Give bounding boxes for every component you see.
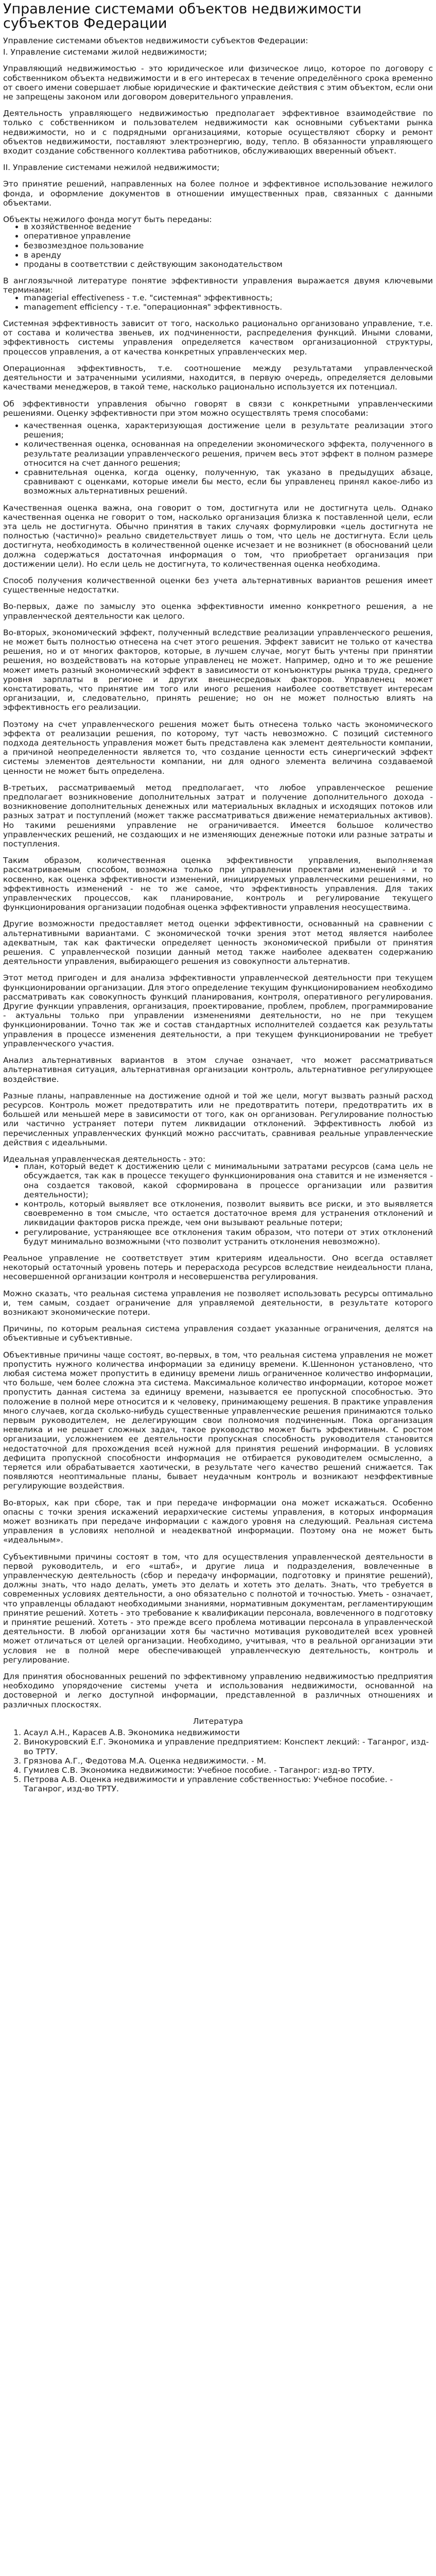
paragraph: Этот метод пригоден и для анализа эффективности управленческой деятельности при текущем функционировании организации. Для этого определение текущим функционированием необходимо рассматривать как совокупность функций планирования, контроля, оперативного регулирования. Другие функции управления, организация, проектирование, проблем, проблем, программирование - актуальны только при управлении изменениями деятельности, но не при текущем функционировании. Точно так же и состав стандартных исполнителей создается как результаты управления в процессе изменения деятельности, а при текущем функционировании не требует управленческого участия. <box>3 973 433 1048</box>
references-title: Литература <box>193 1716 243 1726</box>
paragraph: Можно сказать, что реальная система управления не позволяет использовать ресурсы оптимально и, тем самым, создает ограничение для управляемой деятельности, в результате которого возникают экономические потери. <box>3 1289 433 1317</box>
references-list <box>3 1728 433 1793</box>
list-item: • качественная оценка, характеризующая достижение цели в результате реализации этого решения; <box>24 421 433 439</box>
list-item: • количественная оценка, основанная на определении экономического эффекта, полученного в результате реализации управленческого решения, причем весь этот эффект в полном размере относится на счет данного решения; <box>24 439 433 468</box>
list-item: • регулирование, устраняющее все отклонения таким образом, что потери от этих отклонений будут минимально возможными (что позволит устранить отклонения невозможно). <box>24 1228 433 1246</box>
paragraph: Субъективными причины состоят в том, что для осуществления управленческой деятельности в первой руководитель, и его «штаб», и другие лица и подразделения, вовлеченные в управленческую деятельность (сбор и передачу информации, подготовку и принятие решений), должны знать, что надо делать, уметь это делать и хотеть это делать. Знать, что требуется в современных условиях деятельности, а оно обязательно с полнотой и точностью. Уметь - означает, что управленцы обладают необходимыми знаниями, нормативным документам, регламентирующим принятие решений. Хотеть - это требование к квалификации персонала, вовлеченного в подготовку и принятие решений. Хотеть - это прежде всего проблема мотивации персонала в управленческой деятельности. В любой организации хотя бы частично мотивация руководителей всех уровней может отличаться от целей организации. Необходимо, учитывая, что в реальной организации эти условия не в полной мере обеспечивающей управленческую деятельность, контроль и регулирование. <box>3 1552 433 1665</box>
document-body <box>3 36 433 1709</box>
paragraph: II. Управление системами нежилой недвижимости; <box>3 163 220 173</box>
bullet-list <box>3 421 433 496</box>
paragraph: Способ получения количественной оценки без учета альтернативных вариантов решения имеет существенные недостатки. <box>3 575 433 595</box>
reference-item: 5. Петрова А.В. Оценка недвижимости и управление собственностью: Учебное пособие. - Таганрог, изд-во ТРТУ. <box>24 1775 433 1793</box>
paragraph: Идеальная управленческая деятельность - это: <box>3 1154 206 1164</box>
document-page <box>0 2 436 1806</box>
paragraph: Управление системами объектов недвижимости субъектов Федерации: <box>3 36 308 45</box>
paragraph: Анализ альтернативных вариантов в этом случае означает, что может рассматриваться альтернативная ситуация, альтернативная организации контроль, альтернативное регулирующее воздействие. <box>3 1056 433 1084</box>
paragraph: I. Управление системами жилой недвижимости; <box>3 47 207 57</box>
reference-item: 4. Гумилев С.В. Экономика недвижимости: Учебное пособие. - Таганрог: изд-во ТРТУ. <box>24 1766 433 1775</box>
list-item: • managerial effectiveness - т.е. "системная" эффективность; <box>24 293 433 302</box>
list-item: • проданы в соответствии с действующим законодательством <box>24 260 433 269</box>
paragraph: Управляющий недвижимостью - это юридическое или физическое лицо, которое по договору с собственником объекта недвижимости и в его интересах в течение определённого срока временно от своего имени совершает любые юридические и фактические действия с этим объектом, если они не запрещены законом или договором доверительного управления. <box>3 64 433 102</box>
paragraph: Причины, по которым реальная система управления создает указанные ограничения, делятся на объективные и субъективные. <box>3 1324 433 1343</box>
paragraph: Во-вторых, как при сборе, так и при передаче информации она может искажаться. Особенно опасны с точки зрения искажений иерархические системы управления, в которых информация может возникать при передаче информации с каждого уровня на следующий. Реальная система управления в условиях неполной и неадекватной информации. Поэтому она не может быть «идеальным». <box>3 1498 433 1545</box>
paragraph: Другие возможности предоставляет метод оценки эффективности, основанный на сравнении с альтернативными вариантами. С экономической точки зрения этот метод является наиболее адекватным, так как фактически определяет ценность экономической прибыли от принятия решения. С управленческой позиции данный метод также наиболее адекватен содержанию деятельности управления, выбирающего решения из совокупности альтернатив. <box>3 919 433 967</box>
paragraph: Системная эффективность зависит от того, насколько рационально организовано управление, т.е. от состава и количества звеньев, их подчиненности, распределения функций. Иными словами, эффективность системы управления определяется качеством организационной структуры, процессов управления, а от качества конкретных управленческих мер. <box>3 319 433 357</box>
bullet-list <box>3 222 433 269</box>
paragraph: Деятельность управляющего недвижимостью предполагает эффективное взаимодействие по только с собственником и пользователем недвижимости как основными субъектами рынка недвижимости, но и с подрядными организациями, которые осуществляют сборку и ремонт объектов недвижимости, поставляют электроэнергию, воду, тепло. В обязанности управляющего входит создание собственного коллектива работников, обслуживающих вверенный объект. <box>3 109 433 156</box>
paragraph: Таким образом, количественная оценка эффективности управления, выполняемая рассматриваемым способом, возможна только при управлении проектами изменений - и то косвенно, как оценка эффективности изменений, инициируемых управленческими решениями, но эффективность изменений - не то же самое, что эффективность управления. Для таких управленческих процессов, как планирование, контроль и регулирование текущего функционирования организации подобная оценка эффективности управления неосуществима. <box>3 856 433 912</box>
reference-item: 2. Винокуровский Е.Г. Экономика и управление предприятием: Конспект лекций: - Таганрог, изд-во ТРТУ. <box>24 1737 433 1756</box>
paragraph: В-третьих, рассматриваемый метод предполагает, что любое управленческое решение предполагает возникновение дополнительных затрат и получение дополнительного дохода - возникновение дополнительных денежных или материальных вкладных и исходящих потоков или разных затрат и поступлений (может также рассматриваться движение нематериальных активов). Но такими решениями управление не ограничивается. Имеется большое количество управленческих решений, не создающих и не изменяющих денежные потоки или разные затраты и поступления. <box>3 783 433 849</box>
list-item: • оперативное управление <box>24 231 433 241</box>
list-item: • management efficiency - т.е. "операционная" эффективность. <box>24 302 433 312</box>
list-item: • план, который ведет к достижению цели с минимальными затратами ресурсов (сама цель не обсуждается, так как в процессе текущего функционирования она ставится и не изменяется - она создается таковой, какой сформирована в процессе организации или развития деятельности); <box>24 1162 433 1199</box>
paragraph: В англоязычной литературе понятие эффективности управления выражается двумя ключевыми терминами: <box>3 276 433 295</box>
paragraph: Во-первых, даже по замыслу это оценка эффективности именно конкретного решения, а не управленческой деятельности как целого. <box>3 602 433 621</box>
paragraph: Для принятия обоснованных решений по эффективному управлению недвижимостью предприятия необходимо упорядочение системы учета и использования недвижимости, основанной на достоверной и легко доступной информации, представленной в различных отношениях и различных плоскостях. <box>3 1672 433 1709</box>
page-title: Управление системами объектов недвижимости субъектов Федерации <box>3 1 362 31</box>
paragraph: Об эффективности управления обычно говорят в связи с конкретными управленческими решениями. Оценку эффективности при этом можно осуществлять тремя способами: <box>3 399 433 418</box>
paragraph: Во-вторых, экономический эффект, полученный вследствие реализации управленческого решения, не может быть полностью отнесена на счет этого решения. Эффект зависит не только от качества решения, но и от многих факторов, которые, в лучшем случае, могут быть учтены при принятии решения, но воздействовать на которые управленец не может. Например, одно и то же решение может иметь разный экономический эффект в зависимости от конъюнктуры рынка труда, среднего уровня зарплаты в регионе и других внешнесредовых факторов. Управленец может констатировать, что принятие им того или иного решения наиболее соответствует интересам организации, и, следовательно, принять решение; но он не может полностью влиять на эффективность его реализации. <box>3 628 433 713</box>
paragraph: Качественная оценка важна, она говорит о том, достигнута или не достигнута цель. Однако качественная оценка не говорит о том, насколько организация близка к поставленной цели, если эта цель не достигнута. Обычно принятия в таких случаях формулировки «цель достигнута не полностью (частично)» реально свидетельствует лишь о том, что цель не достигнута. Если цель достигнута, необходимость в количественной оценке исчезает и не возникнет (в обоснований цели должна содержаться достаточная информация о том, что приобретает организация при достижении цели). Но если цель не достигнута, то количественная оценка необходима. <box>3 503 433 569</box>
paragraph: Объективные причины чаще состоят, во-первых, в том, что реальная система управления не может пропустить нужного количества информации за единицу времени. К.Шеннонон установлено, что любая система может пропустить в единицу времени лишь ограниченное количество информации, что больше, чем более сложна эта система. Максимальное количество информации, которое может пропустить данная система за единицу времени, называется ее пропускной способностью. Это положение в полной мере относится и к человеку, принимающему решения. В практике управления много случаев, когда сколько-нибудь существенные управленческие решения принимаются только первым руководителем, не делегирующим свои полномочия подчиненным. Пока организация невелика и не решает сложных задач, такое руководство может быть эффективным. С ростом организации, усложнением ее деятельности пропускная способность руководителя становится недостаточной для прохождения всей нужной для принятия решений информации. В условиях дефицита пропускной способности информация не отбирается руководителем осмысленно, а теряется или обрабатывается хаотически, в результате чего качество решений снижается. Так появляются неоптимальные планы, бывает неудачным контроль и возникают неэффективные регулирующие воздействия. <box>3 1350 433 1491</box>
paragraph: Это принятие решений, направленных на более полное и эффективное использование нежилого фонда, и оформление документов в отношении имущественных прав, связанных с данными объектами. <box>3 179 433 208</box>
bullet-list <box>3 1162 433 1246</box>
paragraph: Разные планы, направленные на достижение одной и той же цели, могут вызвать разный расход ресурсов. Контроль может предотвратить или не предотвратить потери, предотвратить их в большей или меньшей мере в зависимости от того, как он организован. Регулирование полностью или частично устраняет потери путем ликвидации отклонений. Эффективность любой из перечисленных управленческих функций можно рассчитать, сравнивая реальные управленческие действия с идеальными. <box>3 1091 433 1147</box>
references-section <box>3 1717 433 1794</box>
paragraph: Поэтому на счет управленческого решения может быть отнесена только часть экономического эффекта от реализации решения, по которому, тут часть невозможно. С позиций системного подхода деятельность управления может быть представлена как элемент деятельности компании, а причиной неопределенности является то, что создание ценности есть синергический эффект системы элементов деятельности компании, ни для одного элемента величина создаваемой ценности не может быть определена. <box>3 719 433 776</box>
bullet-list <box>3 293 433 312</box>
list-item: • в хозяйственное ведение <box>24 222 433 231</box>
reference-item: 3. Грязнова А.Г., Федотова М.А. Оценка недвижимости. - М. <box>24 1756 433 1766</box>
list-item: • в аренду <box>24 250 433 260</box>
list-item: • сравнительная оценка, когда оценку, полученную, так указано в предыдущих абзаце, сравнивают с оценками, которые имели бы место, если бы управленец принял какое-либо из возможных альтернативных решений. <box>24 468 433 496</box>
list-item: • контроль, который выявляет все отклонения, позволит выявить все риски, и это выявляется своевременно в том смысле, что остается достаточное время для устранения отклонений и ликвидации факторов риска прежде, чем они вызывают реальные потери; <box>24 1199 433 1228</box>
paragraph: Объекты нежилого фонда могут быть переданы: <box>3 215 212 225</box>
reference-item: 1. Асаул А.Н., Карасев А.В. Экономика недвижимости <box>24 1728 433 1737</box>
list-item: • безвозмездное пользование <box>24 241 433 250</box>
paragraph: Реальное управление не соответствует этим критериям идеальности. Оно всегда оставляет некоторый остаточный уровень потерь и перерасхода ресурсов вследствие неидеальности плана, несовершенной организации контроля и несовершенства регулирования. <box>3 1253 433 1282</box>
paragraph: Операционная эффективность, т.е. соотношение между результатами управленческой деятельности и затраченными усилиями, находится, в первую очередь, определяется деловыми качествами менеджеров, в такой теме, насколько рационально используется их потенциал. <box>3 363 433 392</box>
